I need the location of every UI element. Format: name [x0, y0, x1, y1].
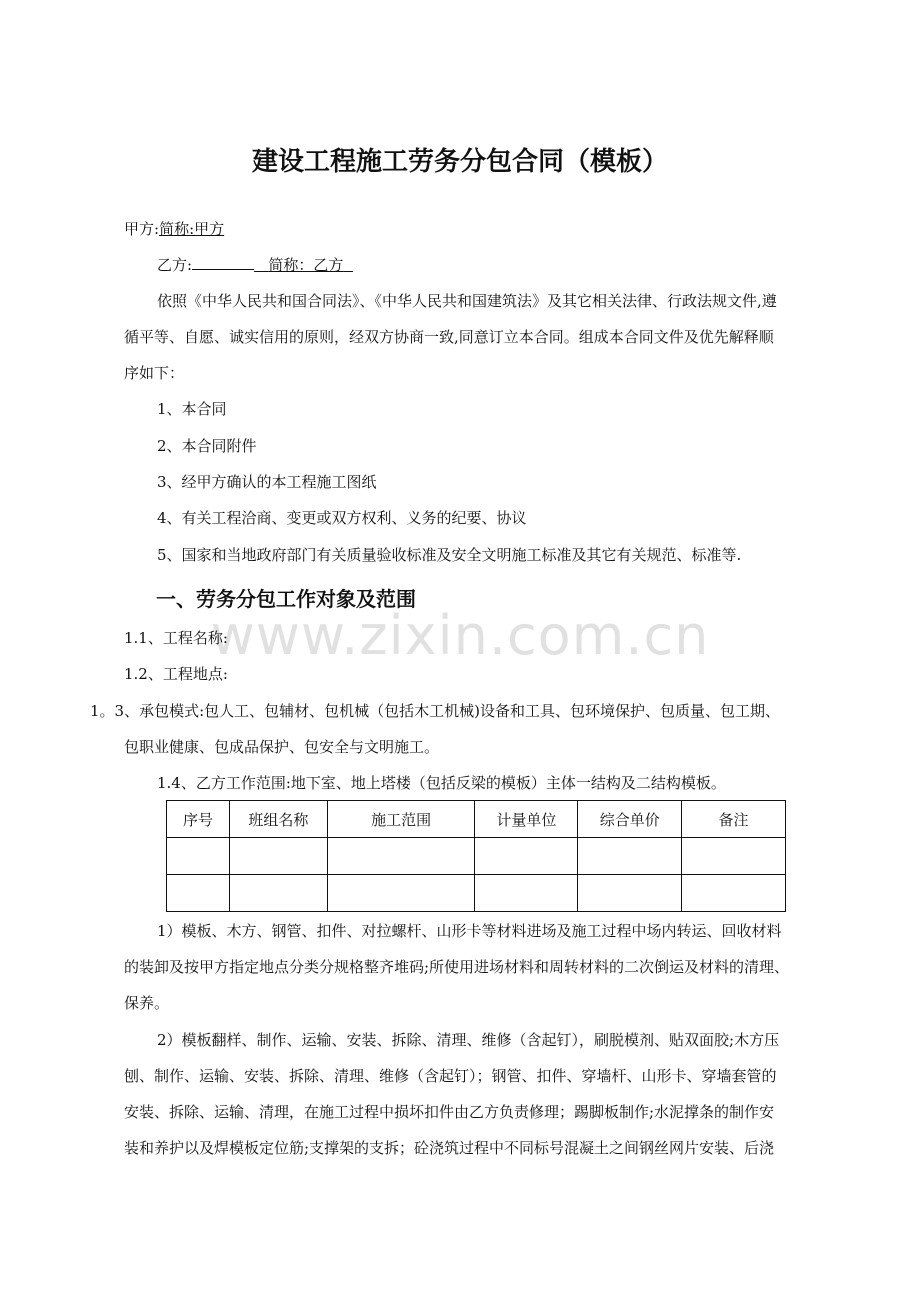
watermark: www.zixin.com.cn: [210, 604, 710, 667]
party-b-blank-and-name: [192, 256, 353, 274]
para1-line-3: 保养。: [124, 994, 170, 1012]
para2-line-4: 装和养护以及焊模板定位筋;支撑架的支拆；砼浇筑过程中不同标号混凝土之间钢丝网片安装、后浇: [124, 1139, 775, 1157]
table-cell: [167, 838, 230, 875]
table-header-row: [167, 801, 786, 838]
table-cell: [167, 875, 230, 912]
table-cell: [578, 875, 682, 912]
para1-line-2: 的装卸及按甲方指定地点分类分规格整齐堆码;所使用进场材料和周转材料的二次倒运及材料的清理、: [124, 958, 790, 976]
intro-line-3: 序如下：: [124, 364, 185, 382]
para2-line-3: 安装、拆除、运输、清理，在施工过程中损坏扣件由乙方负责修理；踢脚板制作;水泥撑条的制作安: [124, 1103, 775, 1121]
table-cell: [475, 838, 578, 875]
party-b-blank: [192, 255, 254, 270]
party-b-line: [157, 255, 353, 275]
table-row: [167, 838, 786, 875]
table-header-cell: 施工范围: [327, 801, 475, 838]
project-location-item: 1.2、工程地点:: [124, 665, 228, 683]
contract-mode-line-2: 包职业健康、包成品保护、包安全与文明施工。: [124, 738, 440, 756]
intro-line-2: 循平等、自愿、诚实信用的原则，经双方协商一致,同意订立本合同。组成本合同文件及优先解释顺: [124, 328, 774, 346]
party-b-short-name: 简称：乙方: [268, 256, 344, 274]
document-item: 5、国家和当地政府部门有关质量验收标准及安全文明施工标准及其它有关规范、标准等.: [157, 546, 742, 564]
table-row: [167, 875, 786, 912]
intro-line-1: 依照《中华人民共和国合同法》、《中华人民共和国建筑法》及其它相关法律、行政法规文件,遵: [157, 292, 777, 310]
table-cell: [229, 838, 327, 875]
para2-line-2: 刨、制作、运输、安装、拆除、清理、维修（含起钉）；钢管、扣件、穿墙杆、山形卡、穿墙套管的: [124, 1067, 777, 1085]
table-cell: [578, 838, 682, 875]
para1-line-1: 1）模板、木方、钢管、扣件、对拉螺杆、山形卡等材料进场及施工过程中场内转运、回收材料: [157, 922, 782, 940]
document-item: 1、本合同: [157, 400, 227, 418]
contract-mode-line-1: 1。3、承包模式:包人工、包辅材、包机械（包括木工机械)设备和工具、包环境保护、包质量、包工期、: [90, 702, 780, 720]
table-header-cell: 班组名称: [229, 801, 327, 838]
document-title: 建设工程施工劳务分包合同（模板）: [251, 147, 668, 177]
party-a-line: [124, 219, 224, 239]
section-heading: 一、劳务分包工作对象及范围: [156, 587, 416, 611]
table-header-cell: 综合单价: [578, 801, 682, 838]
party-b-label: 乙方:: [157, 256, 193, 274]
table-cell: [327, 875, 475, 912]
document-item: 4、有关工程洽商、变更或双方权利、义务的纪要、协议: [157, 509, 527, 527]
project-name-item: 1.1、工程名称:: [124, 629, 228, 647]
party-a-short-name: 简称:甲方: [159, 220, 225, 238]
table-cell: [475, 875, 578, 912]
table-cell: [229, 875, 327, 912]
table-header-cell: 备注: [682, 801, 786, 838]
table-cell: [682, 875, 786, 912]
table-header-cell: 序号: [167, 801, 230, 838]
document-item: 2、本合同附件: [157, 437, 257, 455]
work-scope-table: [166, 800, 786, 912]
table-header-cell: 计量单位: [475, 801, 578, 838]
table-cell: [682, 838, 786, 875]
work-scope-item: 1.4、乙方工作范围:地下室、地上塔楼（包括反梁的模板）主体一结构及二结构模板。: [157, 774, 726, 792]
document-item: 3、经甲方确认的本工程施工图纸: [157, 473, 377, 491]
para2-line-1: 2）模板翻样、制作、运输、安装、拆除、清理、维修（含起钉），刷脱模剂、贴双面胶;木方压: [157, 1031, 780, 1049]
party-a-label: 甲方:: [124, 220, 160, 238]
table-cell: [327, 838, 475, 875]
